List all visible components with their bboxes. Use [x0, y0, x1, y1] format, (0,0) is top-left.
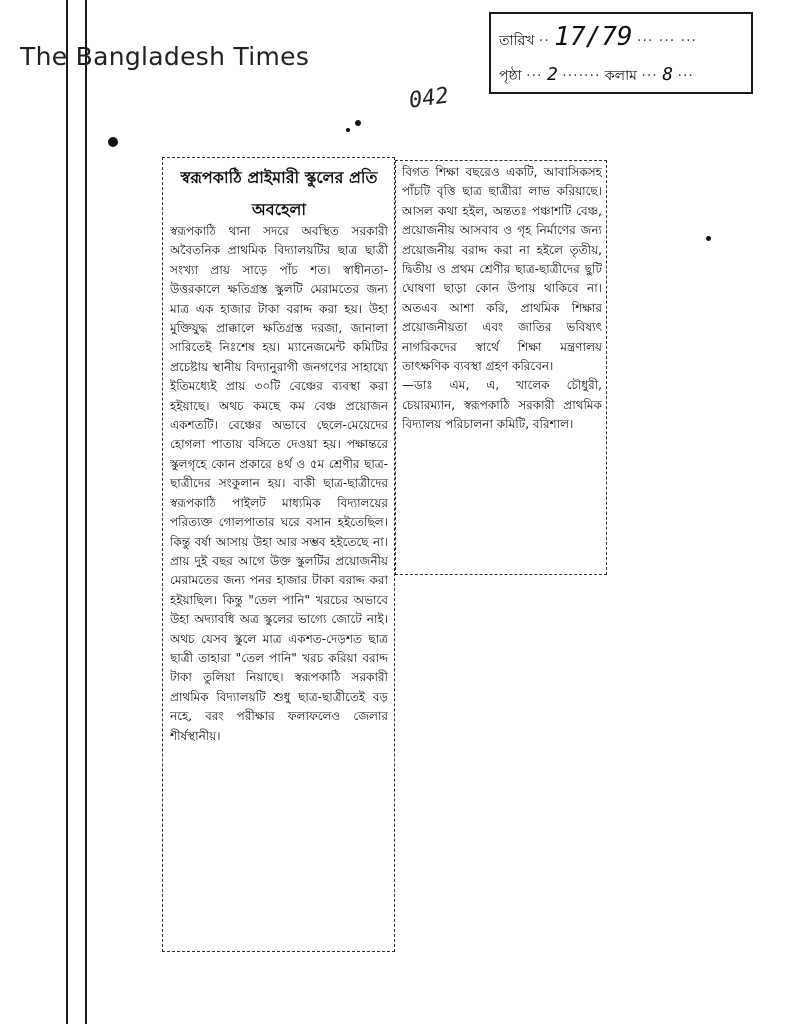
archive-number: 042: [407, 83, 451, 114]
stamp-date-value: 17/79: [554, 22, 633, 52]
article-left-text: স্বরূপকাঠি থানা সদরে অবস্থিত সরকারী অবৈতনিক প্রাথমিক বিদ্যালয়টির ছাত্র ছাত্রী সংখ্যা প্রায় সাড়ে পাঁচ শত। স্বাধীনতা-উত্তরকালে ক্ষতিগ্রস্ত স্কুলটি মেরামতের জন্য মাত্র এক হাজার টাকা বরাদ্দ করা হয়। উহা মুক্তিযুদ্ধ প্রাক্কালে ক্ষতিগ্রস্ত দরজা, জানালা সারিতেই নিঃশেষ হয়। ম্যানেজমেন্ট কমিটির প্রচেষ্টায় স্থানীয় বিদ্যানুরাগী জনগণের সাহায্যে ইতিমধ্যেই প্রায় ৩০টি বেঞ্চের ব্যবস্থা করা হইয়াছে। অথচ কমছে কম বেঞ্চ প্রয়োজন একশতটি। বেঞ্চের অভাবে ছেলে-মেয়েদের হোগলা পাতায় বসিতে দেওয়া হয়। পক্ষান্তরে স্কুলগৃহে কোন প্রকারে ৪র্থ ও ৫ম শ্রেণীর ছাত্র-ছাত্রীদের সংকুলান হয়। বাকী ছাত্র-ছাত্রীদের স্বরূপকাঠি পাইলট মাধ্যমিক বিদ্যালয়ের পরিত্যক্ত গোলপাতার ঘরে বসান হইতেছিল। কিন্তু বর্ষা আসায় উহা আর সম্ভব হইতেছে না। প্রায় দুই বছর আগে উক্ত স্কুলটির প্রয়োজনীয় মেরামতের জন্য পনর হাজার টাকা বরাদ্দ করা হইয়াছিল। কিন্তু "তেল পানি" খরচের অভাবে উহা অদ্যাবধি অত্র স্কুলের ভাগ্যে জোটে নাই। অথচ যেসব স্কুলে মাত্র একশত-দেড়শত ছাত্র ছাত্রী তাহারা "তেল পানি" খরচ করিয়া বরাদ্দ টাকা তুলিয়া নিয়াছে। স্বরূপকাঠি সরকারী প্রাথমিক বিদ্যালয়টি শুধু ছাত্র-ছাত্রীতেই বড় নহে, বরং পরীক্ষার ফলাফলেও জেলার শীর্ষস্থানীয়।: [170, 224, 388, 743]
article-signature: —ডাঃ এম, এ, খালেক চৌধুরী, চেয়ারম্যান, স্বরূপকাঠি সরকারী প্রাথমিক বিদ্যালয় পরিচালনা কমিটি, বরিশাল।: [402, 378, 602, 432]
stamp-date-label: তারিখ: [499, 33, 535, 49]
article-headline: স্বরূপকাঠি প্রাইমারী স্কুলের প্রতি অবহেলা: [180, 168, 378, 219]
scan-speck: [706, 236, 711, 241]
scan-speck: [355, 120, 361, 126]
stamp-page-row: পৃষ্ঠা ··· 2 ······· কলাম ··· 8 ···: [499, 64, 694, 85]
margin-rule: [66, 0, 68, 1024]
stamp-column-label: কলাম: [604, 68, 637, 84]
stamp-page-label: পৃষ্ঠা: [499, 68, 522, 84]
stamp-column-value: 8: [662, 64, 674, 85]
article-right-column: [402, 163, 602, 571]
article-left-column: [170, 222, 388, 948]
article-right-text: বিগত শিক্ষা বছরেও একটি, আবাসিকসহ পাঁচটি বৃত্তি ছাত্র ছাত্রীরা লাভ করিয়াছে। আসল কথা হইল, অন্ততঃ পঞ্চাশটি বেঞ্চ, প্রয়োজনীয় আসবাব ও গৃহ নির্মাণের জন্য প্রয়োজনীয় বরাদ্দ করা না হইলে তৃতীয়, দ্বিতীয় ও প্রথম শ্রেণীর ছাত্র-ছাত্রীদের ছুটি ঘোষণা ছাড়া কোন উপায় থাকিবে না। অতএব আশা করি, প্রাথমিক শিক্ষার প্রয়োজনীয়তা এবং জাতির ভবিষ্যৎ নাগরিকদের স্বার্থে শিক্ষা মন্ত্রণালয় তাৎক্ষণিক ব্যবস্থা গ্রহণ করিবেন।: [402, 165, 602, 374]
stamp-date-row: তারিখ ·· 17/79 ··· ··· ···: [499, 22, 697, 52]
scan-speck: [108, 137, 118, 147]
newspaper-masthead: The Bangladesh Times: [20, 42, 310, 71]
stamp-page-value: 2: [546, 64, 558, 85]
binding-rule: [85, 0, 87, 1024]
archive-stamp: [489, 12, 753, 94]
scan-speck: [346, 128, 350, 132]
